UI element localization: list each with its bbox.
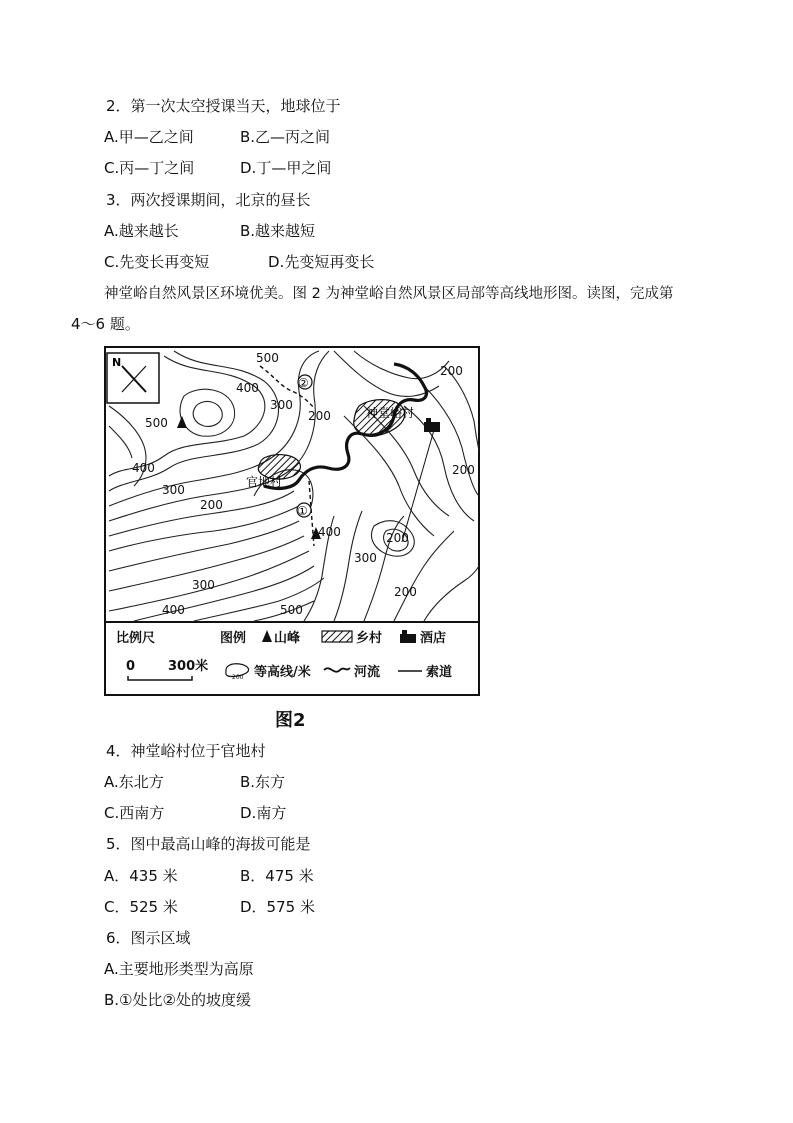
contour-label: 200 [394,585,417,599]
q3-option-a: A.越来越长 [104,222,179,240]
intro-line-1: 神堂峪自然风景区环境优美。图 2 为神堂峪自然风景区局部等高线地形图。读图，完成第 [104,286,674,302]
scale-title: 比例尺 [116,631,156,646]
contour-label: 500 [280,603,303,617]
legend-village: 乡村 [356,631,383,646]
contour-label: 200 [308,409,331,423]
q2-stem: 2．第一次太空授课当天，地球位于 [106,97,341,115]
q2-option-a: A.甲—乙之间 [104,128,194,146]
q6-stem: 6．图示区域 [106,929,191,947]
q3-stem: 3．两次授课期间，北京的昼长 [106,191,311,209]
q5-option-b: B．475 米 [240,867,314,885]
scale-zero: 0 [126,659,136,674]
contour-label: 200 [440,364,463,378]
q4-option-d: D.南方 [240,804,287,822]
contour-label: 400 [318,525,341,539]
legend-hotel: 酒店 [420,631,447,646]
q5-option-d: D．575 米 [240,898,315,916]
q4-stem: 4．神堂峪村位于官地村 [106,742,266,760]
legend-title: 图例 [220,631,247,646]
q2-option-c: C.丙—丁之间 [104,159,195,177]
q4-option-b: B.东方 [240,773,286,791]
contour-label: 200 [200,498,223,512]
q5-option-a: A．435 米 [104,867,178,885]
contour-label: 300 [162,483,185,497]
contour-label: 300 [270,398,293,412]
contour-label: 400 [132,461,155,475]
q2-option-d: D.丁—甲之间 [240,159,332,177]
marker-1-label: ① [297,504,308,518]
contour-label: 500 [256,351,279,365]
q3-option-c: C.先变长再变短 [104,253,210,271]
q4-option-a: A.东北方 [104,773,164,791]
scale-value: 300米 [168,659,209,674]
compass-label: N [112,356,122,369]
q2-option-b: B.乙—丙之间 [240,128,331,146]
intro-line-2: 4～6 题。 [71,315,140,333]
contour-label: 300 [192,578,215,592]
q3-option-b: B.越来越短 [240,222,316,240]
q6-option-b: B.①处比②处的坡度缓 [104,991,251,1009]
contour-label: 300 [354,551,377,565]
village-guandi-label: 官地村 [246,475,283,489]
q4-option-c: C.西南方 [104,804,165,822]
q6-option-a: A.主要地形类型为高原 [104,960,254,978]
legend-cableway: 索道 [426,665,453,680]
legend-peak: 山峰 [274,631,301,646]
figure-caption: 图2 [275,710,306,731]
village-legend-icon [322,631,352,642]
q5-option-c: C．525 米 [104,898,178,916]
contour-label: 500 [145,416,168,430]
legend-contour: 等高线/米 [254,665,311,680]
contour-map [104,346,480,696]
contour-label: 200 [452,463,475,477]
contour-label: 200 [386,531,409,545]
marker-2-label: ② [298,376,309,390]
contour-legend-sample: 200 [232,674,244,681]
q5-stem: 5．图中最高山峰的海拔可能是 [106,835,311,853]
q3-option-d: D.先变短再变长 [268,253,375,271]
compass-icon [107,353,159,403]
contour-label: 400 [236,381,259,395]
village-shentangyu-label: 神堂峪村 [366,406,415,420]
legend-river: 河流 [354,665,381,680]
contour-label: 400 [162,603,185,617]
